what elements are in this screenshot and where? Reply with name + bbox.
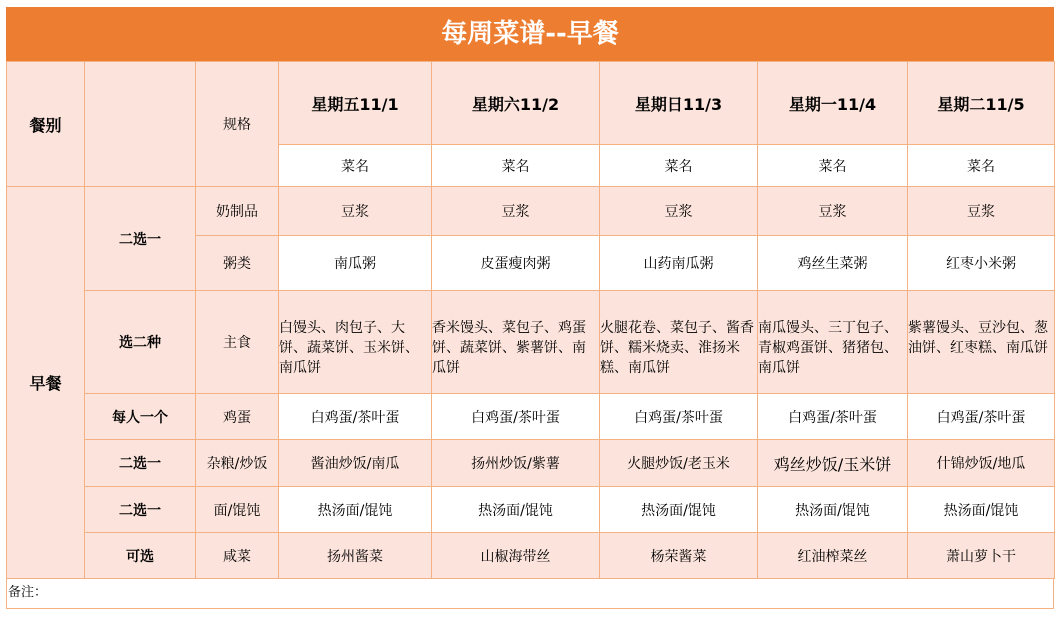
meal-cell: 早餐 xyxy=(7,187,85,579)
table-row xyxy=(7,187,1055,236)
sheet-title: 每周菜谱--早餐 xyxy=(6,7,1054,61)
dish-cell: 白鸡蛋/茶叶蛋 xyxy=(432,394,600,440)
note-row: 备注： xyxy=(6,579,1054,609)
dish-cell: 萧山萝卜干 xyxy=(908,533,1055,579)
table-row xyxy=(7,533,1055,579)
spec-cell: 主食 xyxy=(196,291,279,394)
dish-cell: 南瓜馒头、三丁包子、青椒鸡蛋饼、猪猪包、南瓜饼 xyxy=(758,291,908,394)
choice-cell: 二选一 xyxy=(85,487,196,533)
dish-cell: 热汤面/馄饨 xyxy=(758,487,908,533)
table-row xyxy=(7,440,1055,487)
day-header: 星期六11/2 xyxy=(432,62,600,145)
table-row xyxy=(7,394,1055,440)
dish-cell: 豆浆 xyxy=(279,187,432,236)
dish-name-header: 菜名 xyxy=(432,145,600,187)
table-row xyxy=(7,487,1055,533)
dish-cell: 扬州炒饭/紫薯 xyxy=(432,440,600,487)
dish-cell: 热汤面/馄饨 xyxy=(908,487,1055,533)
day-header: 星期二11/5 xyxy=(908,62,1055,145)
choice-header xyxy=(85,62,196,187)
spec-cell: 面/馄饨 xyxy=(196,487,279,533)
spec-cell: 粥类 xyxy=(196,236,279,291)
choice-cell: 二选一 xyxy=(85,187,196,291)
dish-cell: 杨荣酱菜 xyxy=(600,533,758,579)
day-header: 星期一11/4 xyxy=(758,62,908,145)
header-row xyxy=(7,62,1055,145)
dish-cell: 鸡丝生菜粥 xyxy=(758,236,908,291)
dish-name-header: 菜名 xyxy=(908,145,1055,187)
dish-cell: 火腿花卷、菜包子、酱香饼、糯米烧卖、淮扬米糕、南瓜饼 xyxy=(600,291,758,394)
day-header: 星期五11/1 xyxy=(279,62,432,145)
dish-cell: 豆浆 xyxy=(908,187,1055,236)
dish-cell: 豆浆 xyxy=(758,187,908,236)
dish-cell: 山药南瓜粥 xyxy=(600,236,758,291)
spec-cell: 杂粮/炒饭 xyxy=(196,440,279,487)
dish-cell: 红油榨菜丝 xyxy=(758,533,908,579)
choice-cell: 二选一 xyxy=(85,440,196,487)
dish-cell: 南瓜粥 xyxy=(279,236,432,291)
spec-cell: 咸菜 xyxy=(196,533,279,579)
dish-cell: 鸡丝炒饭/玉米饼 xyxy=(758,440,908,487)
dish-cell: 紫薯馒头、豆沙包、葱油饼、红枣糕、南瓜饼 xyxy=(908,291,1055,394)
menu-table xyxy=(6,61,1055,579)
choice-cell: 选二种 xyxy=(85,291,196,394)
spec-header: 规格 xyxy=(196,62,279,187)
choice-cell: 可选 xyxy=(85,533,196,579)
meal-header: 餐别 xyxy=(7,62,85,187)
dish-cell: 白鸡蛋/茶叶蛋 xyxy=(600,394,758,440)
dish-cell: 白鸡蛋/茶叶蛋 xyxy=(758,394,908,440)
dish-cell: 酱油炒饭/南瓜 xyxy=(279,440,432,487)
dish-cell: 豆浆 xyxy=(432,187,600,236)
dish-cell: 皮蛋瘦肉粥 xyxy=(432,236,600,291)
dish-cell: 白馒头、肉包子、大饼、蔬菜饼、玉米饼、南瓜饼 xyxy=(279,291,432,394)
dish-cell: 热汤面/馄饨 xyxy=(279,487,432,533)
dish-name-header: 菜名 xyxy=(758,145,908,187)
table-row xyxy=(7,291,1055,394)
dish-name-header: 菜名 xyxy=(600,145,758,187)
dish-cell: 什锦炒饭/地瓜 xyxy=(908,440,1055,487)
dish-cell: 红枣小米粥 xyxy=(908,236,1055,291)
spec-cell: 奶制品 xyxy=(196,187,279,236)
dish-cell: 白鸡蛋/茶叶蛋 xyxy=(279,394,432,440)
dish-cell: 热汤面/馄饨 xyxy=(600,487,758,533)
dish-cell: 豆浆 xyxy=(600,187,758,236)
spec-cell: 鸡蛋 xyxy=(196,394,279,440)
menu-sheet xyxy=(6,7,1054,609)
choice-cell: 每人一个 xyxy=(85,394,196,440)
dish-name-header: 菜名 xyxy=(279,145,432,187)
dish-cell: 白鸡蛋/茶叶蛋 xyxy=(908,394,1055,440)
dish-cell: 热汤面/馄饨 xyxy=(432,487,600,533)
dish-cell: 扬州酱菜 xyxy=(279,533,432,579)
day-header: 星期日11/3 xyxy=(600,62,758,145)
dish-cell: 山椒海带丝 xyxy=(432,533,600,579)
dish-cell: 香米馒头、菜包子、鸡蛋饼、蔬菜饼、紫薯饼、南瓜饼 xyxy=(432,291,600,394)
dish-cell: 火腿炒饭/老玉米 xyxy=(600,440,758,487)
